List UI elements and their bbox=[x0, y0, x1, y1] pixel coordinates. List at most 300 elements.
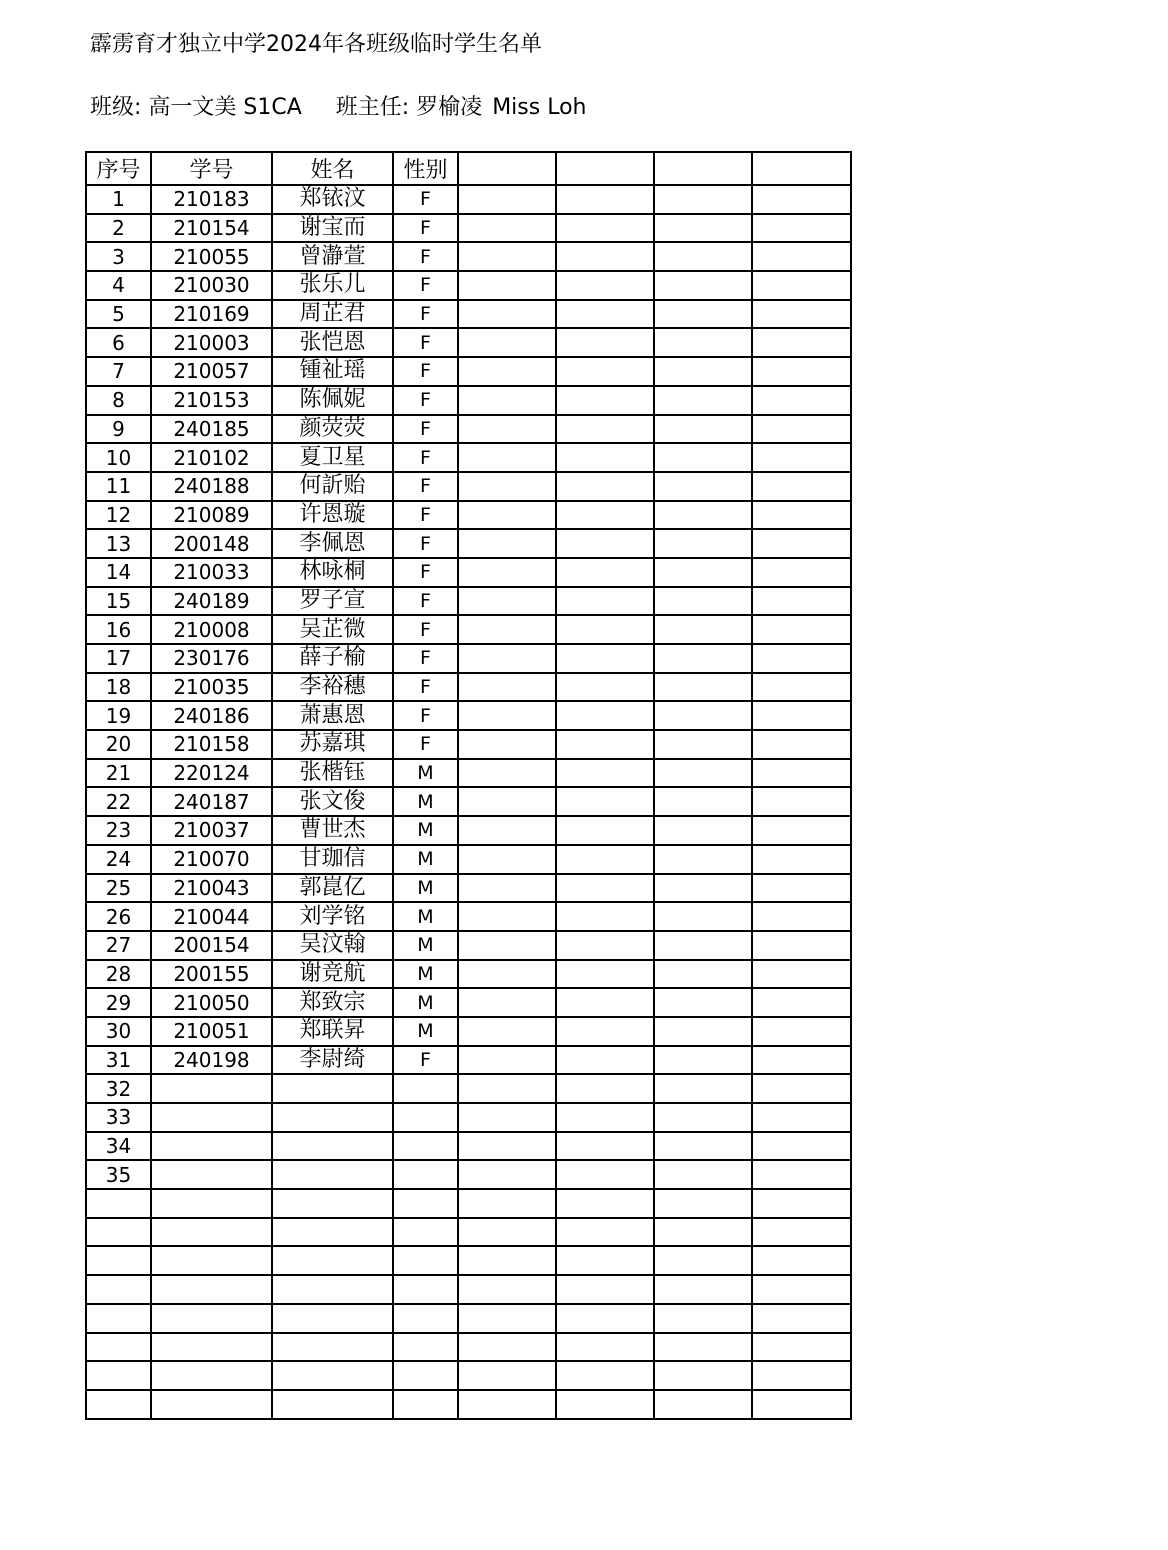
cell-name: 萧惠恩 bbox=[272, 701, 393, 730]
cell-no: 25 bbox=[86, 874, 151, 903]
cell-blank bbox=[458, 1218, 556, 1247]
cell-blank bbox=[458, 845, 556, 874]
cell-blank bbox=[654, 1218, 752, 1247]
table-row bbox=[86, 701, 851, 730]
cell-blank bbox=[556, 988, 654, 1017]
cell-blank bbox=[556, 1218, 654, 1247]
cell-blank bbox=[654, 472, 752, 501]
cell-name bbox=[272, 1189, 393, 1218]
cell-name bbox=[272, 1218, 393, 1247]
cell-blank bbox=[752, 415, 851, 444]
header-no: 序号 bbox=[86, 152, 151, 185]
table-row bbox=[86, 1046, 851, 1075]
cell-blank bbox=[654, 386, 752, 415]
table-row bbox=[86, 185, 851, 214]
table-row bbox=[86, 1218, 851, 1247]
cell-blank bbox=[458, 1017, 556, 1046]
cell-blank bbox=[458, 759, 556, 788]
cell-name: 林咏桐 bbox=[272, 558, 393, 587]
cell-blank bbox=[458, 1390, 556, 1419]
cell-no bbox=[86, 1275, 151, 1304]
cell-gender bbox=[393, 1333, 458, 1362]
table-row bbox=[86, 300, 851, 329]
cell-no: 17 bbox=[86, 644, 151, 673]
cell-blank bbox=[752, 1218, 851, 1247]
cell-blank bbox=[556, 1160, 654, 1189]
cell-gender: M bbox=[393, 759, 458, 788]
cell-name bbox=[272, 1160, 393, 1189]
cell-blank bbox=[458, 185, 556, 214]
table-row bbox=[86, 1275, 851, 1304]
cell-blank bbox=[752, 472, 851, 501]
cell-name: 郭崑亿 bbox=[272, 874, 393, 903]
cell-blank bbox=[556, 1189, 654, 1218]
cell-student-id: 220124 bbox=[151, 759, 272, 788]
teacher-label: 班主任: 罗榆凌 bbox=[335, 95, 483, 120]
cell-gender: F bbox=[393, 730, 458, 759]
cell-gender bbox=[393, 1189, 458, 1218]
cell-no: 1 bbox=[86, 185, 151, 214]
cell-no: 3 bbox=[86, 242, 151, 271]
cell-blank bbox=[654, 300, 752, 329]
cell-blank bbox=[654, 759, 752, 788]
cell-gender bbox=[393, 1074, 458, 1103]
cell-blank bbox=[556, 787, 654, 816]
cell-blank bbox=[654, 960, 752, 989]
table-row bbox=[86, 1361, 851, 1390]
cell-blank bbox=[752, 529, 851, 558]
cell-gender bbox=[393, 1132, 458, 1161]
cell-blank bbox=[654, 816, 752, 845]
cell-gender: F bbox=[393, 529, 458, 558]
cell-no: 20 bbox=[86, 730, 151, 759]
cell-student-id bbox=[151, 1333, 272, 1362]
table-row bbox=[86, 1189, 851, 1218]
cell-blank bbox=[654, 673, 752, 702]
cell-blank bbox=[458, 472, 556, 501]
cell-blank bbox=[458, 673, 556, 702]
cell-blank bbox=[458, 960, 556, 989]
cell-blank bbox=[654, 1017, 752, 1046]
cell-blank bbox=[556, 902, 654, 931]
table-row bbox=[86, 845, 851, 874]
cell-blank bbox=[654, 328, 752, 357]
cell-name: 谢竞航 bbox=[272, 960, 393, 989]
cell-name: 郑铱汶 bbox=[272, 185, 393, 214]
cell-blank bbox=[752, 816, 851, 845]
cell-no: 10 bbox=[86, 443, 151, 472]
cell-name: 李尉绮 bbox=[272, 1046, 393, 1075]
cell-blank bbox=[752, 615, 851, 644]
cell-blank bbox=[556, 1046, 654, 1075]
cell-student-id: 200154 bbox=[151, 931, 272, 960]
table-row bbox=[86, 1246, 851, 1275]
cell-blank bbox=[752, 214, 851, 243]
cell-blank bbox=[752, 701, 851, 730]
cell-no: 29 bbox=[86, 988, 151, 1017]
cell-name: 李佩恩 bbox=[272, 529, 393, 558]
cell-student-id: 210169 bbox=[151, 300, 272, 329]
cell-blank bbox=[458, 328, 556, 357]
cell-student-id bbox=[151, 1218, 272, 1247]
cell-blank bbox=[458, 214, 556, 243]
table-row bbox=[86, 931, 851, 960]
cell-blank bbox=[556, 1246, 654, 1275]
cell-blank bbox=[752, 1189, 851, 1218]
cell-blank bbox=[752, 931, 851, 960]
cell-blank bbox=[458, 988, 556, 1017]
cell-gender: F bbox=[393, 300, 458, 329]
cell-student-id: 210153 bbox=[151, 386, 272, 415]
cell-name bbox=[272, 1390, 393, 1419]
cell-student-id: 210070 bbox=[151, 845, 272, 874]
cell-gender bbox=[393, 1275, 458, 1304]
table-row bbox=[86, 874, 851, 903]
cell-gender: M bbox=[393, 1017, 458, 1046]
cell-blank bbox=[654, 443, 752, 472]
cell-blank bbox=[752, 328, 851, 357]
cell-gender bbox=[393, 1304, 458, 1333]
table-row bbox=[86, 816, 851, 845]
cell-blank bbox=[556, 214, 654, 243]
cell-blank bbox=[458, 730, 556, 759]
cell-name: 夏卫星 bbox=[272, 443, 393, 472]
cell-no: 22 bbox=[86, 787, 151, 816]
cell-no: 28 bbox=[86, 960, 151, 989]
cell-blank bbox=[654, 730, 752, 759]
cell-name bbox=[272, 1132, 393, 1161]
cell-gender: F bbox=[393, 587, 458, 616]
cell-no: 24 bbox=[86, 845, 151, 874]
cell-student-id: 200148 bbox=[151, 529, 272, 558]
table-row bbox=[86, 673, 851, 702]
cell-blank bbox=[458, 300, 556, 329]
header-blank bbox=[556, 152, 654, 185]
cell-gender: M bbox=[393, 960, 458, 989]
table-row bbox=[86, 1304, 851, 1333]
cell-student-id: 240185 bbox=[151, 415, 272, 444]
cell-name: 郑致宗 bbox=[272, 988, 393, 1017]
cell-gender: F bbox=[393, 701, 458, 730]
cell-blank bbox=[654, 931, 752, 960]
cell-blank bbox=[654, 1304, 752, 1333]
cell-blank bbox=[752, 644, 851, 673]
cell-blank bbox=[752, 1333, 851, 1362]
table-row bbox=[86, 902, 851, 931]
cell-blank bbox=[752, 1017, 851, 1046]
cell-blank bbox=[556, 931, 654, 960]
cell-gender: M bbox=[393, 816, 458, 845]
table-row bbox=[86, 443, 851, 472]
table-row bbox=[86, 271, 851, 300]
cell-blank bbox=[752, 759, 851, 788]
cell-blank bbox=[458, 271, 556, 300]
cell-blank bbox=[556, 242, 654, 271]
cell-gender bbox=[393, 1218, 458, 1247]
cell-name: 谢宝而 bbox=[272, 214, 393, 243]
cell-blank bbox=[654, 874, 752, 903]
cell-blank bbox=[654, 1390, 752, 1419]
cell-student-id: 210183 bbox=[151, 185, 272, 214]
table-row bbox=[86, 1074, 851, 1103]
cell-blank bbox=[752, 1160, 851, 1189]
cell-no: 21 bbox=[86, 759, 151, 788]
cell-blank bbox=[556, 759, 654, 788]
cell-blank bbox=[654, 558, 752, 587]
header-blank bbox=[458, 152, 556, 185]
cell-no bbox=[86, 1361, 151, 1390]
cell-student-id: 240189 bbox=[151, 587, 272, 616]
table-row bbox=[86, 529, 851, 558]
table-row bbox=[86, 1017, 851, 1046]
cell-gender: F bbox=[393, 415, 458, 444]
cell-name: 周芷君 bbox=[272, 300, 393, 329]
cell-blank bbox=[654, 185, 752, 214]
cell-student-id: 210043 bbox=[151, 874, 272, 903]
cell-student-id: 210008 bbox=[151, 615, 272, 644]
header-name: 姓名 bbox=[272, 152, 393, 185]
cell-name: 许恩璇 bbox=[272, 501, 393, 530]
cell-student-id: 240187 bbox=[151, 787, 272, 816]
cell-blank bbox=[458, 1246, 556, 1275]
cell-student-id bbox=[151, 1074, 272, 1103]
cell-no: 9 bbox=[86, 415, 151, 444]
table-row bbox=[86, 615, 851, 644]
cell-blank bbox=[752, 242, 851, 271]
teacher-english-name: Miss Loh bbox=[492, 95, 587, 120]
table-row bbox=[86, 1132, 851, 1161]
cell-name bbox=[272, 1246, 393, 1275]
cell-student-id: 210057 bbox=[151, 357, 272, 386]
cell-blank bbox=[654, 701, 752, 730]
cell-blank bbox=[654, 1160, 752, 1189]
cell-blank bbox=[654, 787, 752, 816]
cell-no bbox=[86, 1189, 151, 1218]
cell-gender: F bbox=[393, 357, 458, 386]
table-row bbox=[86, 472, 851, 501]
cell-blank bbox=[556, 673, 654, 702]
student-roster-table bbox=[85, 151, 852, 1420]
cell-student-id: 210051 bbox=[151, 1017, 272, 1046]
cell-name: 曾瀞萱 bbox=[272, 242, 393, 271]
table-row bbox=[86, 558, 851, 587]
cell-student-id: 240186 bbox=[151, 701, 272, 730]
cell-blank bbox=[458, 787, 556, 816]
cell-no: 11 bbox=[86, 472, 151, 501]
cell-gender: F bbox=[393, 472, 458, 501]
cell-blank bbox=[556, 529, 654, 558]
cell-no: 33 bbox=[86, 1103, 151, 1132]
cell-blank bbox=[654, 242, 752, 271]
cell-blank bbox=[458, 357, 556, 386]
cell-student-id: 210037 bbox=[151, 816, 272, 845]
cell-student-id: 210050 bbox=[151, 988, 272, 1017]
cell-blank bbox=[458, 415, 556, 444]
cell-gender: F bbox=[393, 644, 458, 673]
table-row bbox=[86, 415, 851, 444]
cell-blank bbox=[654, 1074, 752, 1103]
cell-blank bbox=[458, 1103, 556, 1132]
cell-blank bbox=[556, 1333, 654, 1362]
cell-no: 30 bbox=[86, 1017, 151, 1046]
cell-name: 吴芷微 bbox=[272, 615, 393, 644]
cell-name: 何訢贻 bbox=[272, 472, 393, 501]
table-row bbox=[86, 1333, 851, 1362]
cell-blank bbox=[458, 587, 556, 616]
cell-blank bbox=[458, 931, 556, 960]
cell-blank bbox=[752, 1390, 851, 1419]
cell-student-id: 240188 bbox=[151, 472, 272, 501]
cell-blank bbox=[752, 902, 851, 931]
table-row bbox=[86, 587, 851, 616]
cell-student-id bbox=[151, 1390, 272, 1419]
cell-name bbox=[272, 1304, 393, 1333]
cell-blank bbox=[556, 185, 654, 214]
cell-blank bbox=[556, 300, 654, 329]
cell-blank bbox=[556, 501, 654, 530]
cell-name bbox=[272, 1333, 393, 1362]
cell-no: 35 bbox=[86, 1160, 151, 1189]
cell-gender: F bbox=[393, 271, 458, 300]
cell-blank bbox=[752, 501, 851, 530]
cell-gender: F bbox=[393, 501, 458, 530]
cell-student-id bbox=[151, 1275, 272, 1304]
cell-gender: M bbox=[393, 874, 458, 903]
cell-student-id: 240198 bbox=[151, 1046, 272, 1075]
cell-gender: M bbox=[393, 902, 458, 931]
cell-gender: F bbox=[393, 185, 458, 214]
roster-body bbox=[86, 185, 851, 1419]
table-row bbox=[86, 644, 851, 673]
cell-blank bbox=[654, 415, 752, 444]
cell-name: 郑联昇 bbox=[272, 1017, 393, 1046]
cell-blank bbox=[752, 1046, 851, 1075]
cell-blank bbox=[752, 1361, 851, 1390]
header-blank bbox=[654, 152, 752, 185]
cell-no: 34 bbox=[86, 1132, 151, 1161]
table-row bbox=[86, 1160, 851, 1189]
cell-blank bbox=[458, 386, 556, 415]
cell-blank bbox=[654, 615, 752, 644]
cell-student-id bbox=[151, 1304, 272, 1333]
cell-blank bbox=[654, 357, 752, 386]
cell-name: 刘学铭 bbox=[272, 902, 393, 931]
cell-no bbox=[86, 1218, 151, 1247]
cell-blank bbox=[556, 386, 654, 415]
cell-gender: F bbox=[393, 242, 458, 271]
cell-gender: F bbox=[393, 558, 458, 587]
cell-blank bbox=[556, 357, 654, 386]
cell-blank bbox=[458, 701, 556, 730]
cell-gender bbox=[393, 1361, 458, 1390]
cell-gender: F bbox=[393, 673, 458, 702]
cell-gender: M bbox=[393, 988, 458, 1017]
cell-blank bbox=[556, 730, 654, 759]
document-title: 霹雳育才独立中学2024年各班级临时学生名单 bbox=[90, 32, 542, 57]
cell-blank bbox=[458, 816, 556, 845]
cell-blank bbox=[556, 271, 654, 300]
cell-name: 陈佩妮 bbox=[272, 386, 393, 415]
cell-gender: F bbox=[393, 443, 458, 472]
table-row bbox=[86, 787, 851, 816]
cell-blank bbox=[458, 1333, 556, 1362]
cell-no: 16 bbox=[86, 615, 151, 644]
cell-blank bbox=[752, 1132, 851, 1161]
cell-blank bbox=[752, 558, 851, 587]
cell-no: 14 bbox=[86, 558, 151, 587]
table-row bbox=[86, 1390, 851, 1419]
cell-blank bbox=[654, 214, 752, 243]
cell-name: 曹世杰 bbox=[272, 816, 393, 845]
cell-blank bbox=[556, 874, 654, 903]
cell-no: 8 bbox=[86, 386, 151, 415]
cell-no: 31 bbox=[86, 1046, 151, 1075]
cell-gender: F bbox=[393, 615, 458, 644]
cell-blank bbox=[752, 845, 851, 874]
cell-gender bbox=[393, 1160, 458, 1189]
cell-blank bbox=[654, 1246, 752, 1275]
cell-student-id: 210035 bbox=[151, 673, 272, 702]
cell-blank bbox=[752, 357, 851, 386]
cell-blank bbox=[556, 472, 654, 501]
table-row bbox=[86, 988, 851, 1017]
cell-student-id: 210158 bbox=[151, 730, 272, 759]
cell-blank bbox=[654, 271, 752, 300]
cell-gender bbox=[393, 1103, 458, 1132]
cell-no: 15 bbox=[86, 587, 151, 616]
cell-blank bbox=[752, 1074, 851, 1103]
cell-blank bbox=[556, 415, 654, 444]
cell-student-id: 210154 bbox=[151, 214, 272, 243]
cell-blank bbox=[654, 1275, 752, 1304]
cell-student-id bbox=[151, 1246, 272, 1275]
cell-blank bbox=[458, 1046, 556, 1075]
cell-blank bbox=[458, 1160, 556, 1189]
cell-blank bbox=[556, 558, 654, 587]
cell-student-id: 200155 bbox=[151, 960, 272, 989]
cell-blank bbox=[752, 988, 851, 1017]
cell-no: 26 bbox=[86, 902, 151, 931]
cell-student-id bbox=[151, 1132, 272, 1161]
cell-no: 13 bbox=[86, 529, 151, 558]
cell-no: 27 bbox=[86, 931, 151, 960]
table-row bbox=[86, 328, 851, 357]
cell-blank bbox=[458, 558, 556, 587]
cell-blank bbox=[556, 1017, 654, 1046]
table-row bbox=[86, 214, 851, 243]
cell-student-id: 210003 bbox=[151, 328, 272, 357]
table-row bbox=[86, 759, 851, 788]
cell-student-id: 210089 bbox=[151, 501, 272, 530]
cell-blank bbox=[556, 1074, 654, 1103]
cell-blank bbox=[556, 701, 654, 730]
cell-blank bbox=[556, 615, 654, 644]
cell-blank bbox=[752, 386, 851, 415]
cell-blank bbox=[752, 300, 851, 329]
cell-no bbox=[86, 1304, 151, 1333]
cell-name: 张文俊 bbox=[272, 787, 393, 816]
cell-no: 23 bbox=[86, 816, 151, 845]
cell-name bbox=[272, 1074, 393, 1103]
cell-blank bbox=[556, 1361, 654, 1390]
cell-no bbox=[86, 1390, 151, 1419]
cell-blank bbox=[458, 242, 556, 271]
cell-blank bbox=[556, 587, 654, 616]
cell-name: 张楷钰 bbox=[272, 759, 393, 788]
table-row bbox=[86, 386, 851, 415]
table-row bbox=[86, 501, 851, 530]
cell-blank bbox=[556, 644, 654, 673]
